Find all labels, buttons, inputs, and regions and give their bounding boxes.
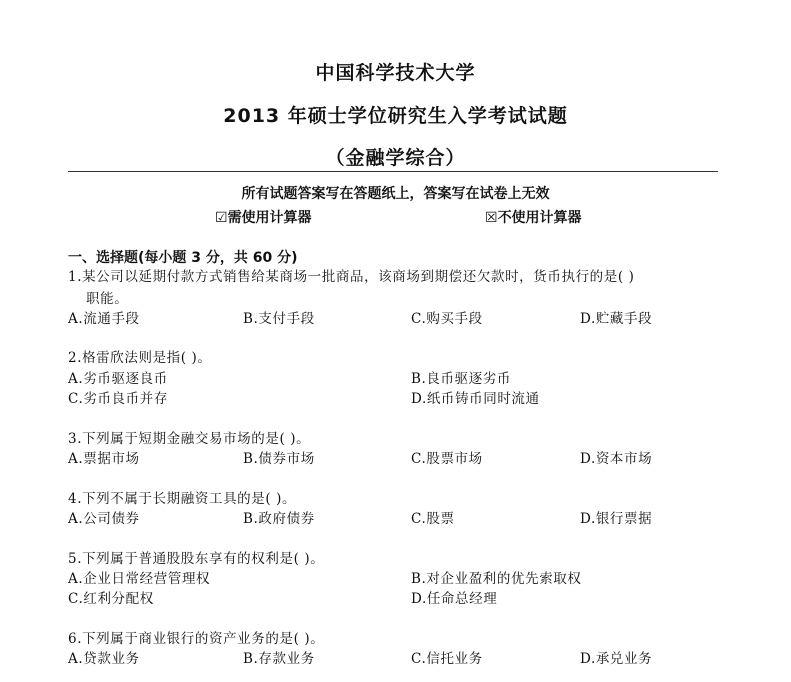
question-2-option-b: B.良币驱逐劣币 bbox=[411, 371, 512, 387]
question-1-option-a: A.流通手段 bbox=[68, 311, 140, 327]
question-4-option-b: B.政府债券 bbox=[243, 511, 315, 527]
question-2-option-c: C.劣币良币并存 bbox=[68, 391, 168, 407]
section-title: 一、选择题(每小题 3 分，共 60 分) bbox=[68, 250, 298, 266]
question-6-option-b: B.存款业务 bbox=[243, 651, 315, 667]
question-3-stem: 3.下列属于短期金融交易市场的是( )。 bbox=[68, 431, 311, 447]
question-4-stem: 4.下列不属于长期融资工具的是( )。 bbox=[68, 491, 297, 507]
question-5-stem: 5.下列属于普通股股东享有的权利是( )。 bbox=[68, 551, 325, 567]
calculator-not-needed-label: 不使用计算器 bbox=[497, 210, 582, 226]
calculator-needed-label: 需使用计算器 bbox=[227, 210, 312, 226]
question-5-option-b: B.对企业盈利的优先索取权 bbox=[411, 571, 582, 587]
calculator-needed bbox=[215, 207, 312, 227]
question-6-option-d: D.承兑业务 bbox=[580, 651, 653, 667]
question-4-option-c: C.股票 bbox=[411, 511, 455, 527]
question-5-option-a: A.企业日常经营管理权 bbox=[68, 571, 211, 587]
question-2-option-a: A.劣币驱逐良币 bbox=[68, 371, 168, 387]
question-3-option-c: C.股票市场 bbox=[411, 451, 483, 467]
question-1-stem: 1.某公司以延期付款方式销售给某商场一批商品，该商场到期偿还欠款时，货币执行的是( ) bbox=[68, 269, 635, 285]
exam-title: 2013 年硕士学位研究生入学考试试题 bbox=[223, 105, 568, 127]
calculator-not-needed bbox=[485, 207, 582, 227]
subject-title: （金融学综合） bbox=[325, 147, 466, 169]
question-2-option-d: D.纸币铸币同时流通 bbox=[411, 391, 540, 407]
question-3-option-a: A.票据市场 bbox=[68, 451, 140, 467]
question-6-option-a: A.贷款业务 bbox=[68, 651, 140, 667]
question-5-option-c: C.红利分配权 bbox=[68, 591, 154, 607]
question-6-option-c: C.信托业务 bbox=[411, 651, 483, 667]
question-4-option-d: D.银行票据 bbox=[580, 511, 653, 527]
crossed-box-icon: ☒ bbox=[485, 210, 498, 226]
question-1-stem-cont: 职能。 bbox=[86, 291, 129, 307]
question-1-option-d: D.贮藏手段 bbox=[580, 311, 653, 327]
answer-notice: 所有试题答案写在答题纸上，答案写在试卷上无效 bbox=[241, 186, 550, 202]
header-divider bbox=[68, 171, 718, 172]
question-1-option-b: B.支付手段 bbox=[243, 311, 315, 327]
question-2-stem: 2.格雷欣法则是指( )。 bbox=[68, 350, 212, 366]
question-3-option-d: D.资本市场 bbox=[580, 451, 653, 467]
university-title: 中国科学技术大学 bbox=[315, 62, 476, 84]
checked-box-icon: ☑ bbox=[215, 210, 228, 226]
question-6-stem: 6.下列属于商业银行的资产业务的是( )。 bbox=[68, 631, 325, 647]
question-5-option-d: D.任命总经理 bbox=[411, 591, 498, 607]
question-3-option-b: B.债券市场 bbox=[243, 451, 315, 467]
question-1-option-c: C.购买手段 bbox=[411, 311, 483, 327]
question-4-option-a: A.公司债券 bbox=[68, 511, 140, 527]
